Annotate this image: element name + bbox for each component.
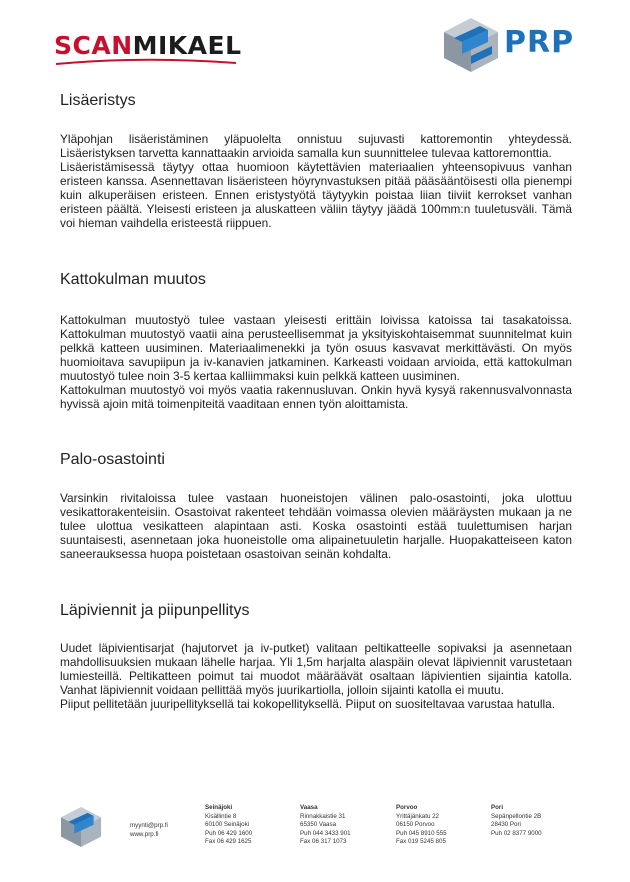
section-heading-lisaeristys: Lisäeristys bbox=[60, 92, 136, 109]
prp-cube-icon bbox=[440, 16, 502, 74]
scanmikael-wordmark bbox=[54, 32, 242, 60]
office-phone: Puh 06 429 1600 bbox=[205, 829, 253, 837]
office-phone: Puh 02 8377 9000 bbox=[491, 829, 542, 837]
footer-email[interactable]: myynti@prp.fi bbox=[130, 822, 168, 829]
office-postal: 06150 Porvoo bbox=[396, 821, 435, 828]
office-city: Vaasa bbox=[300, 804, 318, 811]
prp-wordmark: PRP bbox=[504, 25, 575, 60]
document-body bbox=[60, 92, 572, 711]
office-phone: Puh 044 3433 901 bbox=[300, 829, 351, 837]
section-body-lisaeristys bbox=[60, 132, 572, 230]
office-street: Yrittäjänkatu 22 bbox=[396, 812, 439, 820]
office-fax: Fax 06 429 1625 bbox=[205, 838, 252, 845]
office-street: Kisällintie 8 bbox=[205, 812, 237, 820]
page-footer bbox=[0, 800, 630, 870]
office-phone: Puh 045 8910 555 bbox=[396, 829, 447, 837]
section-heading-kattokulma: Kattokulman muutos bbox=[60, 271, 206, 288]
office-street: Rinnakkaistie 31 bbox=[300, 812, 346, 820]
section-body-lapiviennit bbox=[60, 641, 572, 711]
office-vaasa bbox=[300, 804, 351, 847]
paragraph: Kattokulman muutostyö voi myös vaatia rakennusluvan. Onkin hyvä kysyä rakennusvalvonnasta hyvissä ajoin mitä toimenpiteitä vaaditaan ennen työn aloittamista. bbox=[60, 383, 572, 411]
office-city: Pori bbox=[491, 804, 504, 811]
office-fax: Fax 019 5245 805 bbox=[396, 838, 446, 845]
office-postal: 28430 Pori bbox=[491, 821, 521, 828]
paragraph: Yläpohjan lisäeristäminen yläpuolelta onnistuu sujuvasti kattoremontin yhteydessä. Lisäeristyksen tarvetta kannattaakin arvioida samalla kun suunnittelee tulevaa kattoremonttia. bbox=[60, 132, 572, 160]
office-postal: 65350 Vaasa bbox=[300, 821, 337, 828]
paragraph: Piiput pellitetään juuripellityksellä tai kokopellityksellä. Piiput on suositeltavaa varustaa hatulla. bbox=[60, 697, 556, 711]
office-postal: 60100 Seinäjoki bbox=[205, 821, 250, 828]
prp-logo bbox=[440, 16, 580, 72]
paragraph: Kattokulman muutostyö tulee vastaan yleisesti erittäin loivissa katoissa tai tasakatoissa. Kattokulman muutostyö vaatii aina perusteellisemmat ja yksityiskohtaisemmat suunnitelmat kuin pelkkä katteen uusiminen. Materiaalimenekki ja työn osuus kasvavat merkittävästi. On myös huomioitava savupiipun ja iv-kanavien jatkaminen. Karkeasti voidaan arvioida, että kattokulman muutostyö tulee noin 3-5 kertaa kalliimmaksi kuin pelkkä katteen uusiminen. bbox=[60, 313, 572, 383]
office-city: Porvoo bbox=[396, 804, 418, 811]
section-heading-palo-osastointi: Palo-osastointi bbox=[60, 451, 165, 468]
office-pori bbox=[491, 804, 542, 838]
section-heading-lapiviennit: Läpiviennit ja piipunpellitys bbox=[60, 602, 250, 619]
office-city: Seinäjoki bbox=[205, 804, 233, 811]
office-fax: Fax 06 317 1073 bbox=[300, 838, 347, 845]
section-body-palo-osastointi bbox=[60, 491, 572, 561]
section-body-kattokulma bbox=[60, 313, 572, 411]
scanmikael-logo bbox=[54, 28, 244, 68]
brand-mikael-text: MIKAEL bbox=[132, 31, 242, 60]
office-seinajoki bbox=[205, 804, 252, 847]
office-porvoo bbox=[396, 804, 447, 847]
office-street: Sepänpellontie 2B bbox=[491, 812, 542, 820]
brand-scan-text: SCAN bbox=[54, 31, 133, 60]
paragraph: Varsinkin rivitaloissa tulee vastaan huoneistojen välinen palo-osastointi, joka ulottuu vesikattorakenteisiin. Osastoivat rakenteet tehdään voimassa olevien määräysten mukaan ja ne tulee ulottua vesikatteen alapintaan asti. Koska osastointi estää tuulettumisen harjan suuntaisesti, asennetaan joka huoneistolle oma alipainetuuletin harjalle. Huopakatteiseen katon saneerauksessa huopa poistetaan osastoivan seinän kohdalta. bbox=[60, 491, 572, 561]
paragraph: Uudet läpivientisarjat (hajutorvet ja iv-putket) valitaan peltikatteelle sopivaksi ja asennetaan mahdollisuuksien mukaan lähelle harjaa. Yli 1,5m harjalta alaspäin olevat läpiviennit varustetaan lumiesteillä. Peltikatteen poimut tai muodot määräävät osaltaan läpivientien sijaintia katolla. Vanhat läpiviennit voidaan pellittää myös juurikartiolla, jolloin sijainti katolla ei muutu. bbox=[60, 641, 572, 697]
logo-swoosh-icon bbox=[54, 58, 239, 68]
paragraph: Lisäeristämisessä täytyy ottaa huomioon käytettävien materiaalien yhteensopivuus vanhan eristeen kanssa. Asennettavan lisäeristeen höyrynvastuksen pitää pääsääntöisesti olla pienempi kuin alkuperäisen eristeen. Ennen eristystyötä täytyykin poistaa liian tiiviit kerrokset vanhan eristeen päältä. Yleisesti eristeen ja aluskatteen väliin täytyy jäädä 100mm:n tuuletusväli. Tämä voi hieman vaihdella eristeestä riippuen. bbox=[60, 160, 572, 230]
footer-website[interactable]: www.prp.fi bbox=[130, 830, 159, 838]
prp-small-cube-icon bbox=[58, 804, 104, 850]
footer-contact bbox=[130, 822, 168, 839]
